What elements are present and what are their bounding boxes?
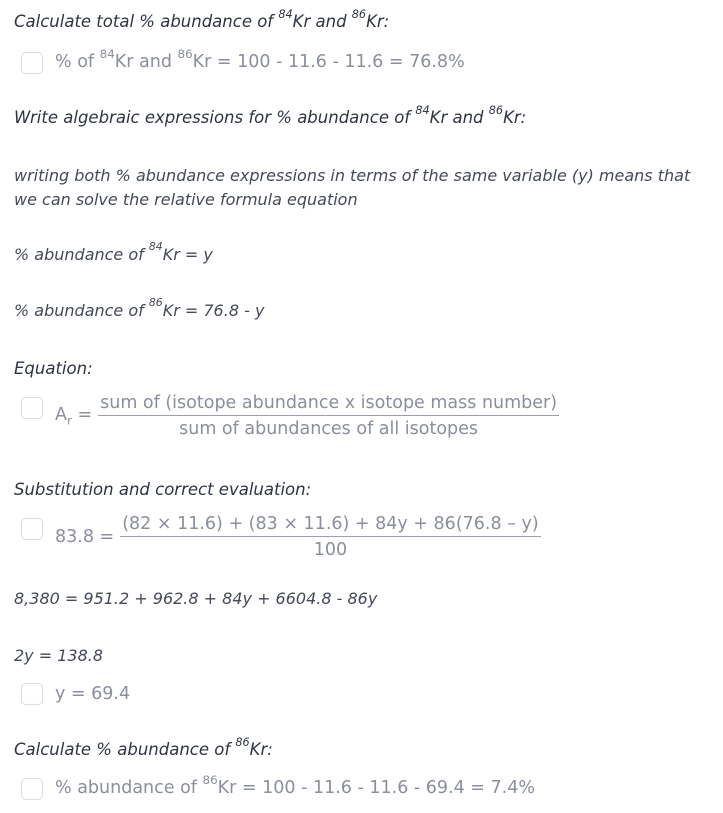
isotope-superscript: 86 bbox=[202, 773, 218, 788]
heading-text: Kr: bbox=[366, 12, 390, 31]
mark-text: % abundance of bbox=[55, 778, 203, 798]
fraction-numerator: sum of (isotope abundance x isotope mass number) bbox=[98, 393, 559, 416]
fraction-numerator: (82 × 11.6) + (83 × 11.6) + 84y + 86(76.8 – y) bbox=[120, 514, 540, 537]
mark-text: Kr = 100 - 11.6 - 11.6 = 76.8% bbox=[192, 52, 465, 72]
isotope-superscript: 86 bbox=[351, 8, 367, 22]
expression-text: Kr = y bbox=[162, 245, 213, 264]
mark-y-value: y = 69.4 bbox=[55, 684, 131, 704]
expression-kr86 bbox=[14, 296, 265, 320]
mark-final-abundance bbox=[55, 773, 535, 798]
isotope-superscript: 86 bbox=[488, 104, 504, 118]
heading-substitution: Substitution and correct evaluation: bbox=[14, 480, 312, 499]
explanatory-note: writing both % abundance expressions in terms of the same variable (y) means that we can solve the relative formula equation bbox=[14, 166, 691, 209]
mark-checkbox[interactable] bbox=[21, 52, 43, 74]
isotope-superscript: 86 bbox=[148, 296, 163, 310]
mark-checkbox[interactable] bbox=[21, 778, 43, 800]
expression-text: Kr = 76.8 - y bbox=[162, 301, 265, 320]
heading-text: Kr: bbox=[503, 108, 527, 127]
expression-kr84 bbox=[14, 240, 213, 264]
expression-text: % abundance of bbox=[14, 301, 149, 320]
isotope-superscript: 86 bbox=[235, 736, 250, 750]
equation-formula bbox=[55, 393, 559, 439]
mark-checkbox[interactable] bbox=[21, 683, 43, 705]
working-step-1: 8,380 = 951.2 + 962.8 + 84y + 6604.8 - 86y bbox=[14, 589, 378, 608]
heading-equation: Equation: bbox=[14, 359, 93, 378]
fraction-denominator: 100 bbox=[313, 540, 348, 560]
equation-lhs bbox=[55, 405, 92, 428]
mark-total-abundance bbox=[55, 47, 465, 72]
heading-text: Calculate % abundance of bbox=[14, 740, 236, 759]
mark-checkbox[interactable] bbox=[21, 518, 43, 540]
substitution-formula bbox=[55, 514, 541, 560]
substitution-lhs: 83.8 = bbox=[55, 527, 115, 547]
fraction-denominator: sum of abundances of all isotopes bbox=[179, 419, 479, 439]
heading-text: Kr and bbox=[292, 12, 352, 31]
equals-sign: = bbox=[71, 404, 93, 425]
mark-text: % of bbox=[55, 52, 100, 72]
isotope-superscript: 84 bbox=[415, 104, 430, 118]
isotope-superscript: 84 bbox=[148, 240, 163, 254]
mark-text: Kr = 100 - 11.6 - 11.6 - 69.4 = 7.4% bbox=[217, 778, 535, 798]
heading-final-abundance bbox=[14, 736, 273, 759]
isotope-superscript: 86 bbox=[177, 47, 193, 62]
mark-checkbox[interactable] bbox=[21, 397, 43, 419]
expression-text: % abundance of bbox=[14, 245, 149, 264]
substitution-fraction bbox=[120, 514, 540, 560]
heading-text: Kr: bbox=[249, 740, 273, 759]
equation-fraction bbox=[98, 393, 559, 439]
heading-text: Write algebraic expressions for % abundance of bbox=[14, 108, 416, 127]
ar-subscript: r bbox=[66, 413, 72, 428]
isotope-superscript: 84 bbox=[278, 8, 293, 22]
ar-symbol: A bbox=[55, 404, 67, 425]
heading-text: Kr and bbox=[429, 108, 489, 127]
heading-algebraic-expressions bbox=[14, 104, 527, 127]
heading-text: Calculate total % abundance of bbox=[14, 12, 279, 31]
mark-text: Kr and bbox=[114, 52, 178, 72]
heading-total-abundance bbox=[14, 8, 390, 31]
working-step-2: 2y = 138.8 bbox=[14, 646, 104, 665]
isotope-superscript: 84 bbox=[99, 47, 115, 62]
